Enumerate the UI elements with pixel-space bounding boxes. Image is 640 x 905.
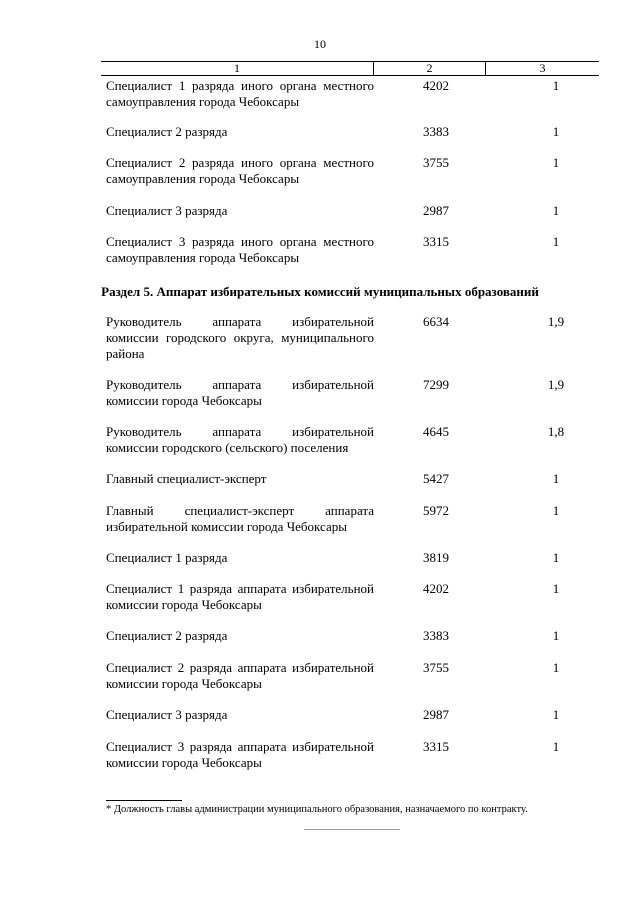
coefficient-value: 1: [552, 155, 560, 170]
position-name: Специалист 3 разряда аппарата избирательной комиссии города Чебоксары: [106, 739, 374, 770]
salary-value: 3315: [423, 739, 449, 754]
end-divider: [304, 829, 400, 830]
position-name: Специалист 2 разряда: [106, 124, 228, 139]
coefficient-value: 1: [552, 660, 560, 675]
salary-value: 2987: [423, 707, 449, 722]
coefficient-value: 1,8: [547, 424, 565, 439]
salary-value: 5972: [423, 503, 449, 518]
coefficient-value: 1: [552, 739, 560, 754]
salary-value: 4645: [423, 424, 449, 439]
position-name: Специалист 2 разряда: [106, 628, 228, 643]
salary-value: 3383: [423, 124, 449, 139]
coefficient-value: 1: [552, 234, 560, 249]
coefficient-value: 1: [552, 628, 560, 643]
salary-value: 6634: [423, 314, 449, 329]
coefficient-value: 1: [552, 707, 560, 722]
coefficient-value: 1,9: [547, 377, 565, 392]
coefficient-value: 1,9: [547, 314, 565, 329]
position-name: Руководитель аппарата избирательной комиссии города Чебоксары: [106, 377, 374, 408]
coefficient-value: 1: [552, 550, 560, 565]
position-name: Руководитель аппарата избирательной комиссии городского округа, муниципального района: [106, 314, 374, 361]
coefficient-value: 1: [552, 581, 560, 596]
position-name: Специалист 2 разряда аппарата избирательной комиссии города Чебоксары: [106, 660, 374, 691]
position-name: Руководитель аппарата избирательной комиссии городского (сельского) поселения: [106, 424, 374, 455]
coefficient-value: 1: [552, 471, 560, 486]
position-name: Специалист 3 разряда: [106, 203, 228, 218]
salary-value: 2987: [423, 203, 449, 218]
position-name: Главный специалист-эксперт аппарата избирательной комиссии города Чебоксары: [106, 503, 374, 534]
section-heading: Раздел 5. Аппарат избирательных комиссий муниципальных образований: [101, 284, 539, 299]
header-col-2: 2: [374, 62, 486, 75]
salary-value: 4202: [423, 78, 449, 93]
position-name: Специалист 1 разряда аппарата избирательной комиссии города Чебоксары: [106, 581, 374, 612]
coefficient-value: 1: [552, 78, 560, 93]
footnote-divider: [106, 800, 182, 801]
table-header: [101, 61, 599, 76]
position-name: Специалист 3 разряда: [106, 707, 228, 722]
position-name: Специалист 3 разряда иного органа местного самоуправления города Чебоксары: [106, 234, 374, 265]
coefficient-value: 1: [552, 124, 560, 139]
salary-value: 3755: [423, 155, 449, 170]
salary-value: 3819: [423, 550, 449, 565]
position-name: Специалист 2 разряда иного органа местного самоуправления города Чебоксары: [106, 155, 374, 186]
header-col-1: 1: [101, 62, 374, 75]
coefficient-value: 1: [552, 503, 560, 518]
position-name: Специалист 1 разряда: [106, 550, 228, 565]
salary-value: 5427: [423, 471, 449, 486]
position-name: Главный специалист-эксперт: [106, 471, 267, 486]
salary-value: 3315: [423, 234, 449, 249]
position-name: Специалист 1 разряда иного органа местного самоуправления города Чебоксары: [106, 78, 374, 109]
page-number: 10: [314, 37, 326, 51]
salary-value: 7299: [423, 377, 449, 392]
salary-value: 3755: [423, 660, 449, 675]
salary-value: 4202: [423, 581, 449, 596]
header-col-3: 3: [539, 61, 546, 75]
coefficient-value: 1: [552, 203, 560, 218]
footnote: * Должность главы администрации муниципального образования, назначаемого по контракту.: [106, 804, 528, 815]
salary-value: 3383: [423, 628, 449, 643]
